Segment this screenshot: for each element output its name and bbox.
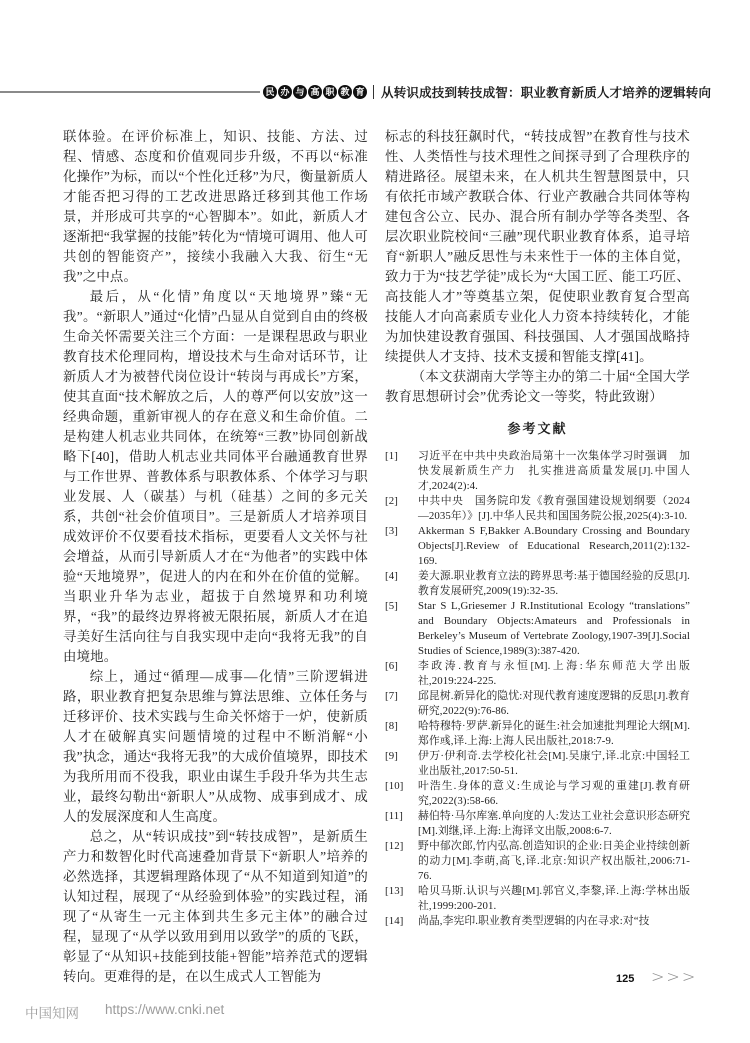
acknowledgment-paragraph: （本文获湖南大学等主办的第二十届“全国大学教育思想研讨会”优秀论文一等奖，特此致谢） xyxy=(385,369,690,404)
reference-text: 中共中央 国务院印发《教育强国建设规划纲要（2024—2035年）》[J].中华人民共和国国务院公报,2025(4):3-10. xyxy=(418,495,690,522)
reference-item xyxy=(385,659,690,689)
header-divider xyxy=(373,85,374,99)
reference-item xyxy=(385,809,690,839)
reference-number: [13] xyxy=(385,885,404,897)
badge-char-icon: 办 xyxy=(278,85,292,99)
reference-number: [10] xyxy=(385,780,404,792)
section-badge xyxy=(263,85,367,99)
site-name: 中国知网 xyxy=(25,1006,79,1021)
reference-item xyxy=(385,749,690,779)
running-title: 从转识成技到转技成智：职业教育新质人才培养的逻辑转向 xyxy=(381,86,712,100)
reference-number: [8] xyxy=(385,720,398,732)
badge-char-icon: 民 xyxy=(263,85,277,99)
reference-number: [3] xyxy=(385,525,398,537)
reference-item xyxy=(385,914,690,929)
references-heading: 参考文献 xyxy=(507,421,568,436)
page-header xyxy=(0,83,710,101)
reference-text: 李政涛.教育与永恒[M].上海:华东师范大学出版社,2019:224-225. xyxy=(418,660,690,687)
reference-text: 野中郁次郎,竹内弘高.创造知识的企业:日美企业持续创新的动力[M].李萌,高飞,译.北京:知识产权出版社,2006:71-76. xyxy=(418,840,690,882)
badge-char-icon: 与 xyxy=(293,85,307,99)
reference-item xyxy=(385,569,690,599)
body-paragraph: 总之，从“转识成技”到“转技成智”，是新质生产力和数智化时代高速叠加背景下“新职人”培养的必然选择，其逻辑理路体现了“从不知道到知道”的认知过程，展现了“从经验到体验”的实践过程，涌现了“从寄生一元主体到共生多元主体”的融合过程，显现了“从学以致用到用以致学”的质的飞跃，彰显了“从知识+技能到技能+智能”培养范式的逻辑转向。更难得的是，在以生成式人工智能为 xyxy=(63,829,368,984)
reference-number: [11] xyxy=(385,810,403,822)
reference-item xyxy=(385,494,690,524)
reference-number: [12] xyxy=(385,840,404,852)
page-number: 125 xyxy=(616,973,635,985)
reference-text: Star S L,Griesemer J R.Institutional Ecology “translations” and Boundary Objects:Amateurs and Professionals in Berkeley’s Museum of Vertebrate Zoology,1907-39[J].Social Studies of Science,1989(3):387-420. xyxy=(418,600,690,657)
badge-char-icon: 教 xyxy=(338,85,352,99)
reference-text: 邱昆树.新异化的隐忧:对现代教育速度逻辑的反思[J].教育研究,2022(9):76-86. xyxy=(418,690,690,717)
badge-char-icon: 职 xyxy=(323,85,337,99)
reference-number: [9] xyxy=(385,750,398,762)
reference-text: 哈贝马斯.认识与兴趣[M].郭官义,李黎,译.上海:学林出版社,1999:200-201. xyxy=(418,885,690,912)
body-paragraph: 最后，从“化情”角度以“天地境界”臻“无我”。“新职人”通过“化情”凸显从自觉到自由的终极生命关怀需要关注三个方面：一是课程思政与职业教育技术伦理同构，增设技术与生命对话环节，让新质人才为被替代岗位设计“转岗与再成长”方案，使其直面“技术解放之后，人的尊严何以安放”这一经典命题，重新审视人的存在意义和生命价值。二是构建人机志业共同体，在统筹“三教”协同创新战略下[40]，借助人机志业共同体平台融通教育世界与工作世界、普教体系与职教体系、个体学习与职业发展、人（碳基）与机（硅基）之间的多元关系，共创“社会价值项目”。三是新质人才培养项目成效评价不仅要看技术指标，更要看人文关怀与社会增益，从而引导新质人才在“为他者”的实践中体验“天地境界”，促进人的内在和外在价值的觉解。当职业升华为志业，超拔于自然境界和功利境界，“我”的最终边界将被无限拓展，新质人才在追寻美好生活向往与自我实现中走向“我将无我”的自由境地。 xyxy=(63,289,368,664)
site-url: https://www.cnki.net xyxy=(105,1002,225,1017)
reference-text: 叶浩生.身体的意义:生成论与学习观的重建[J].教育研究,2022(3):58-66. xyxy=(418,780,690,807)
reference-number: [1] xyxy=(385,450,398,462)
left-column xyxy=(63,127,368,987)
reference-item xyxy=(385,884,690,914)
reference-text: 尚晶,李宪印.职业教育类型逻辑的内在寻求:对“技 xyxy=(418,915,650,927)
reference-text: 赫伯特·马尔库塞.单向度的人:发达工业社会意识形态研究[M].刘继,译.上海:上海译文出版,2008:6-7. xyxy=(418,810,690,837)
body-paragraph: 标志的科技狂飙时代，“转技成智”在教育性与技术性、人类悟性与技术理性之间探寻到了合理秩序的精进路径。展望未来，在人机共生智慧图景中，只有依托市域产教联合体、行业产教融合共同体等构建包含公立、民办、混合所有制办学等各类型、各层次职业院校间“三融”现代职业教育体系，追寻培育“新职人”融反思性与未来性于一体的主体自觉，致力于为“技艺学徒”成长为“大国工匠、能工巧匠、高技能人才”等奠基立架，促使职业教育复合型高技能人才向高素质专业化人力资本持续转化，才能为加快建设教育强国、科技强国、人才强国战略持续提供人才支持、技术支援和智能支撑[41]。 xyxy=(385,129,690,364)
body-paragraph: 综上，通过“循理—成事—化情”三阶逻辑进路，职业教育把复杂思维与算法思维、立体任务与迁移评价、技术实践与生命关怀熔于一炉，使新质人才在破解真实问题情境的过程中不断消解“小我”执念，通达“我将无我”的大成价值境界，即技术为我所用而不役我，职业由谋生手段升华为共生志业，最终勾勒出“新职人”从成物、成事到成才、成人的发展深度和人生高度。 xyxy=(63,669,368,824)
reference-item xyxy=(385,719,690,749)
site-footer xyxy=(25,1002,224,1022)
reference-number: [6] xyxy=(385,660,398,672)
reference-text: 伊万·伊利奇.去学校化社会[M].吴康宁,译.北京:中国轻工业出版社,2017:50-51. xyxy=(418,750,690,777)
reference-text: 姜大源.职业教育立法的跨界思考:基于德国经验的反思[J].教育发展研究,2009(19):32-35. xyxy=(418,570,690,597)
chevrons-icon: >>> xyxy=(651,967,698,986)
reference-item xyxy=(385,599,690,659)
badge-char-icon: 育 xyxy=(353,85,367,99)
reference-number: [7] xyxy=(385,690,398,702)
right-column xyxy=(385,127,690,929)
reference-text: 哈特穆特·罗萨.新异化的诞生:社会加速批判理论大纲[M].郑作彧,译.上海:上海人民出版社,2018:7-9. xyxy=(418,720,690,747)
badge-char-icon: 高 xyxy=(308,85,322,99)
reference-text: 习近平在中共中央政治局第十一次集体学习时强调 加快发展新质生产力 扎实推进高质量发展[J].中国人才,2024(2):4. xyxy=(418,450,690,492)
reference-item xyxy=(385,839,690,884)
reference-item xyxy=(385,689,690,719)
reference-number: [14] xyxy=(385,915,404,927)
reference-number: [5] xyxy=(385,600,398,612)
reference-text: Akkerman S F,Bakker A.Boundary Crossing and Boundary Objects[J].Review of Educational Research,2011(2):132-169. xyxy=(418,525,690,567)
reference-number: [4] xyxy=(385,570,398,582)
reference-item xyxy=(385,524,690,569)
reference-item xyxy=(385,449,690,494)
reference-number: [2] xyxy=(385,495,398,507)
body-paragraph: 联体验。在评价标准上，知识、技能、方法、过程、情感、态度和价值观同步升级，不再以“标准化操作”为标，而以“个性化迁移”为尺，衡量新质人才能否把习得的工艺改进思路迁移到其他工作场景，并形成可共享的“心智脚本”。如此，新质人才逐渐把“我掌握的技能”转化为“情境可调用、他人可共创的智能资产”，接续小我融入大我、衍生“无我”之中点。 xyxy=(63,129,368,284)
header-rule xyxy=(0,91,260,93)
reference-item xyxy=(385,779,690,809)
